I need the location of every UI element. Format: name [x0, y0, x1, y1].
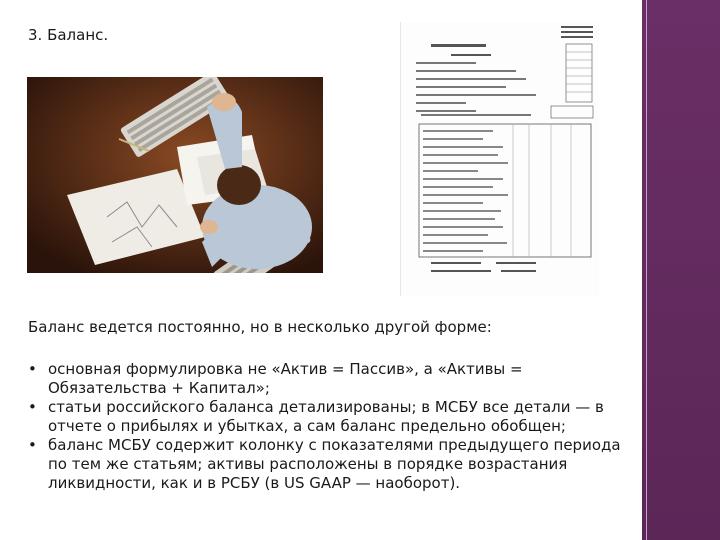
bullet-marker: •: [28, 436, 37, 454]
decorative-sidebar: [642, 0, 720, 540]
bullet-marker: •: [28, 360, 37, 378]
bullet-text: статьи российского баланса детализированы; в МСБУ все детали — в отчете о прибылях и убытках, а сам баланс предельно обобщен;: [48, 398, 604, 435]
bullet-text: баланс МСБУ содержит колонку с показателями предыдущего периода по тем же статьям; активы расположены в порядке возрастания ликвидности, как и в РСБУ (в US GAAP — наоборот).: [48, 436, 621, 492]
sidebar-divider: [646, 0, 647, 540]
bullet-text: основная формулировка не «Актив = Пассив», а «Активы = Обязательства + Капитал»;: [48, 360, 523, 397]
list-item: [28, 436, 623, 493]
list-item: [28, 360, 623, 398]
intro-text: Баланс ведется постоянно, но в несколько другой форме:: [28, 318, 492, 336]
photo-man-at-desk: [27, 77, 323, 273]
balance-sheet-form-image: [400, 22, 599, 296]
list-item: [28, 398, 623, 436]
bullet-marker: •: [28, 398, 37, 416]
bullet-list: [28, 360, 623, 493]
slide-title: 3. Баланс.: [28, 26, 109, 44]
